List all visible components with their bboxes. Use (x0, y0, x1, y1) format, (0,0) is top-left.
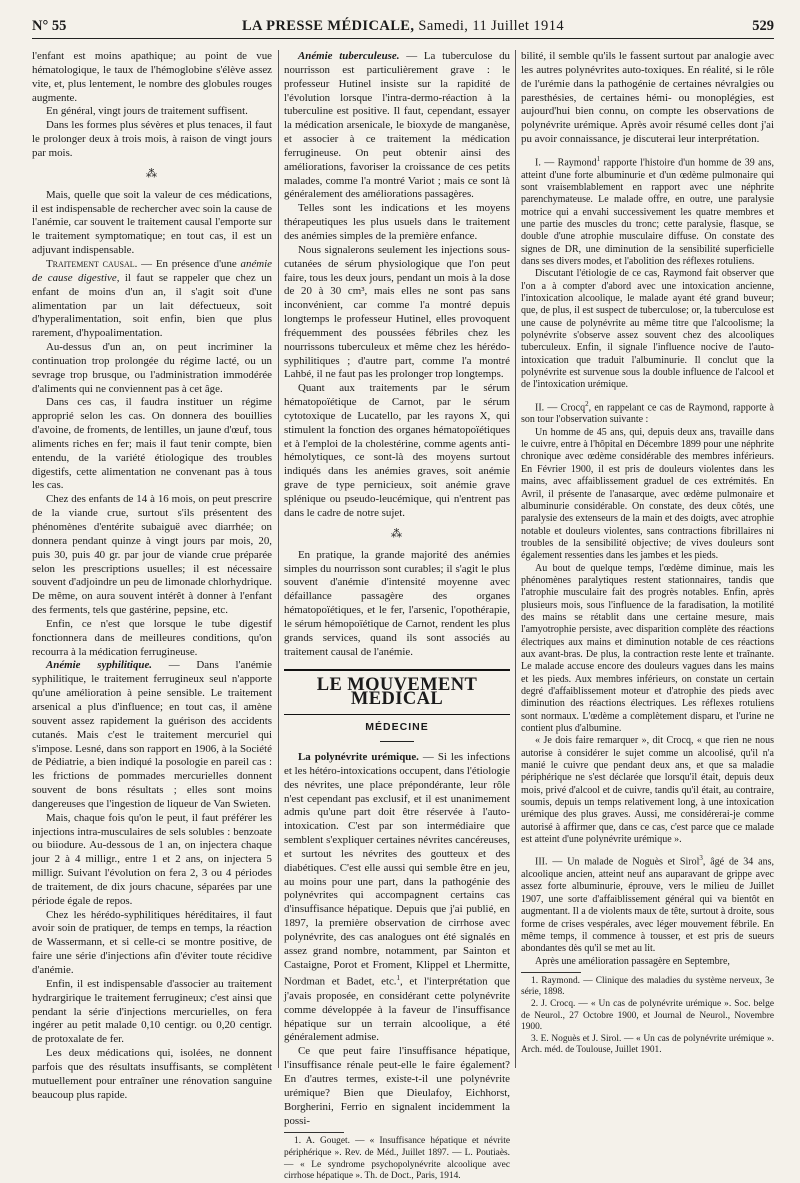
footnote-rule (284, 1132, 344, 1133)
paragraph: Au bout de quelque temps, l'œdème diminue, mais les phénomènes paralytiques restent stationnaires, tandis que l'atrophie musculaire fait des progrès notables. Enfin, après plusieurs mois, sous l'influence de la faradisation, la motilité des mains se rétablit dans une certaine mesure, mais l'amyotrophie persiste, avec disparition complète des réactions électriques aux mains et diminution notable de ces réactions aux avant-bras. De plus, la contraction reste lente et traînante. Le malade accuse encore des douleurs vagues dans les mains et les pieds. Aux membres inférieurs, on constate un certain degré d'affaiblissement moteur et d'atrophie des pieds avec diminution des réactions électriques. Les réflexes rotuliens sont normaux. L'œdème a complètement disparu, et l'urine ne contient plus d'albumine. (521, 562, 774, 735)
paragraph: Discutant l'étiologie de ce cas, Raymond fait observer que l'on a à compter d'abord avec une intoxication ancienne, l'intoxication alcoolique, le malade ayant été grand buveur; que, de plus, il est suspect de tuberculose; or, la tuberculose est une cause de polynévrite au même titre que l'alcoolisme; la polynévrite s'observe assez souvent chez des alcooliques tuberculeux. Enfin, il signale l'influence nocive de l'auto-intoxication que traduit l'albuminurie. Il conclut que la polynévrite est survenue sous la double influence de l'alcool et de l'intoxication urémique. (521, 268, 774, 391)
paragraph: Enfin, ce n'est que lorsque le tube digestif fonctionnera dans de meilleures conditions, qu'on recourra à la médication ferrugineuse. (32, 617, 272, 658)
footnote: 2. J. Crocq. — « Un cas de polynévrite urémique ». Soc. belge de Neurol., 27 Octobre 1900, et Journal de Neurol., Novembre 1900. (521, 999, 774, 1033)
footnote-rule (521, 972, 581, 973)
paragraph: En pratique, la grande majorité des anémies simples du nourrisson sont curables; il s'agit le plus souvent d'anémie d'intensité moyenne avec défaillance passagère des organes hématopoïétiques, et le fer, l'arsenic, l'opothérapie, le sérum hémopoïétique de Carnot, rendent les plus grands services, quand ils sont associés au traitement causal de l'anémie. (284, 548, 510, 658)
subsection-rule (380, 741, 414, 742)
section-separator-asterism: ⁂ (391, 527, 403, 540)
paragraph: Enfin, il est indispensable d'associer au traitement hydrargirique le traitement ferrugineux; c'est ainsi que pendant la série d'injections mercurielles, on fera ingérer au petit malade 0,10 centigr. ou 0,20 centigr. de protoxalate de fer. (32, 977, 272, 1046)
paragraph: Quant aux traitements par le sérum hématopoïétique de Carnot, par le sérum cytotoxique de Lucatello, par les rayons X, qui stimulent la fonction des organes hématopoïétiques et à l'emploi de la cholestérine, comme agents anti-hémolytiques, ce sont-là des moyens surtout indiqués dans les anémies graves, soit anémie grave de type pernicieux, soit anémie grave splénique ou pseudo-leucémique, qui n'entrent pas dans le cadre de notre sujet. (284, 382, 510, 519)
footnote-ref: 2 (585, 399, 589, 408)
paragraph: Nous signalerons seulement les injections sous-cutanées de sérum physiologique que l'on peut faire, tous les deux jours, pendant un mois à la dose de 20 à 30 cm³, mais elles ne sont pas sans inconvénient, car comme l'a montré depuis longtemps le professeur Hutinel, elles provoquent fréquemment des poussées fébriles chez les nourrissons tuberculeux et même chez les hérédo-syphilitiques ; d'autre part, comme l'a montré Lahbé, il ne faut pas les prolonger trop longtemps. (284, 243, 510, 381)
text-run: rapporte l'histoire d'un homme de 39 ans, atteint d'une forte albuminurie et d'un œdème pulmonaire qui sont vraisemblablement en rapport avec une néphrite parenchymateuse. Le malade offre, en outre, une paralysie motrice qui a envahi successivement les quatre membres et une partie des muscles du tronc; cette paralysie, flasque, se double d'une atrophie musculaire diffuse. On constate des signes de DR, une diminution de la sensibilité superficielle dans ses divers modes, et l'abolition des réflexes rotuliens. (521, 157, 774, 267)
text-run: I. — Raymond (535, 157, 597, 169)
observation-3 (521, 852, 774, 955)
paragraph: Mais, quelle que soit la valeur de ces médications, il est indispensable de rechercher avec soin la cause de l'anémie, car souvent le traitement causal l'emporte sur le traitement symptomatique; en tout cas, il est un adjuvant indispensable. (32, 188, 272, 257)
text-run: , en rappelant ce cas de Raymond, rapporte à son tour l'observation suivante : (521, 402, 774, 426)
paragraph: Telles sont les indications et les moyens thérapeutiques les plus usuels dans le traitement des anémies simples de la première enfance. (284, 202, 510, 242)
footnote-ref: 1 (596, 154, 601, 163)
italic-run: anémie de cause digestive, (32, 257, 272, 284)
text-run: — En présence d'une (137, 257, 241, 270)
paragraph: Les deux médications qui, isolées, ne donnent parfois que des résultats insuffisants, se complètent mutuellement pour entraîner une rénovation sanguine beaucoup plus rapide. (32, 1047, 272, 1101)
paragraph (284, 50, 510, 202)
paragraph: Chez les hérédo-syphilitiques héréditaires, il faut avoir soin de pratiquer, de temps en temps, la réaction de Wassermann, et si celle-ci se montre positive, de faire une série d'injections afin d'éviter toute récidive d'anémie. (32, 908, 272, 976)
paragraph (32, 659, 272, 811)
paragraph: « Je dois faire remarquer », dit Crocq, « que rien ne nous autorise à considérer le sujet comme un alcoolisé, qu'il n'a manié le cuivre que pendant deux ans, et que sa maladie périphérique ne s'est déclarée que lorsqu'il était, depuis deux mois, privé d'alcool et de cuivre, tandis qu'il était, au contraire, soumis, depuis un temps relativement long, à une intoxication urémique des plus graves. Aussi, me considérerai-je comme autorisé à affirmer que, dans ce cas, c'est parce que ce malade est atteint d'une polynévrite urémique ». (521, 735, 774, 846)
case-observations (521, 153, 774, 968)
subsection-title: MÉDECINE (365, 721, 429, 734)
section-heading: Anémie tuberculeuse. (298, 50, 400, 62)
journal-name: LA PRESSE MÉDICALE, (241, 18, 415, 34)
article-heading: La polynévrite urémique. (298, 750, 419, 763)
page-header (32, 18, 774, 39)
footnote: 1. Raymond. — Clinique des maladies du système nerveux, 3e série, 1898. (521, 975, 774, 998)
issue-number: N° 55 (32, 18, 67, 34)
page-number: 529 (752, 18, 774, 34)
paragraph: Ce que peut faire l'insuffisance hépatique, l'insuffisance rénale peut-elle le faire également? En d'autres termes, existe-t-il une polynévrite urémique? Bien que Dieulafoy, Eichhorst, Borgherini, Ferrio en signalent incidemment la possi- (284, 1045, 510, 1127)
paragraph: Dans les formes plus sévères et plus tenaces, il faut le prolonger deux à trois mois, à raison de vingt jours par mois. (32, 119, 272, 159)
run-in-heading: Traitement causal. (46, 257, 138, 270)
text-run: — Dans l'anémie syphilitique, le traitement ferrugineux seul n'apporte qu'une amélioration à peine sensible. Le traitement arsenical a plus d'influence; en tout cas, il amène souvent assez rapidement la guérison des accidents cutanés. Mais c'est le traitement mercuriel qui s'impose. Lesné, dans son rapport en 1906, à la Société de Pédiatrie, a bien indiqué la posologie en pareil cas : les frictions de pommades mercurielles donnent souvent de bons résultats ; elles sont moins dangereuses que l'ingestion de liqueur de Van Swieten. (32, 659, 272, 810)
text-run: — La tuberculose du nourrisson est particulièrement grave : le professeur Hutinel insiste sur la rapidité de l'évolution lorsque l'intra-dermo-réaction à la tuberculine est positive. Il faut, cependant, essayer la médication arsenicale, le bioxyde de manganèse, et associer à ce traitement la médication ferrugineuse. On peut obtenir ainsi des améliorations, favoriser la croissance de ces petits malades, comme l'a montré Variot ; mais ce sont là généralement des améliorations passagères. (284, 50, 511, 201)
section-heading: Anémie syphilitique. (46, 659, 153, 672)
text-run: — Si les infections et les hétéro-intoxications occupent, dans l'étiologie des névrites, une place prépondérante, leur rôle n'est cependant pas exclusif, et il est unanimement admis qu'une part doit être réservée à l'auto-intoxication. C'est par son intermédiaire que semblent s'expliquer certaines névrites cancéreuses, et surtout les névrites des goutteux et des diabétiques. C'est elle aussi qui semble être en jeu, au moins pour une part, dans la pathogénie des polynévrites qui accompagnent certains cas d'insuffisance hépatique. Depuis que j'ai publié, en 1897, la première observation de cirrhose avec polynévrite, des cas analogues ont été signalés en assez grand nombre, notamment, par Sainton et Castaigne, Porot et Froment, Klippel et Lhermitte, Nordman et Badet, etc. (284, 750, 510, 989)
journal-title (32, 18, 774, 35)
text-run: , et l'interprétation que j'avais proposée, en considérant cette polynévrite comme développée à la faveur de l'insuffisance hépatique sur un terrain alcoolique, a été généralement admise. (284, 976, 510, 1044)
paragraph (32, 258, 272, 341)
column-3 (521, 50, 774, 1068)
text-run: III. — Un malade de Noguès et Sirol (535, 856, 700, 868)
paragraph: Au-dessus d'un an, on peut incriminer la continuation trop prolongée du régime lacté, ou un sevrage trop brusque, ou l'administration immodérée d'aliments qui ne conviennent pas à cet âge. (32, 341, 272, 395)
column-divider-1 (278, 50, 279, 1068)
observation-2 (521, 398, 774, 427)
paragraph: l'enfant est moins apathique; au point de vue hématologique, le taux de l'hémoglobine s'élève assez vite, et, plus lentement, le nombre des globules rouges augmente. (32, 50, 272, 104)
section-separator-asterism: ⁂ (146, 167, 158, 180)
text-run: II. — Crocq (535, 402, 586, 414)
column-divider-2 (515, 50, 516, 1068)
column-2 (284, 50, 511, 1182)
column-1 (32, 50, 272, 1101)
issue-date: Samedi, 11 Juillet 1914 (418, 18, 564, 34)
footnote-ref: 3 (699, 854, 703, 863)
footnote: 1. A. Gouget. — « Insuffisance hépatique et névrite périphérique ». Rev. de Méd., Juillet 1897. — L. Poutiaès. — « Le syndrome psychopolynévrite alcoolique avec cirrhose hépatique ». Th. de Doct., Paris, 1914. (284, 1136, 510, 1182)
footnote-ref: 1 (396, 974, 401, 983)
paragraph: Après une amélioration passagère en Septembre, (535, 955, 730, 967)
paragraph: Mais, chaque fois qu'on le peut, il faut préférer les injections intra-musculaires de sels solubles : benzoate ou biiodure. Au-dessous de 1 an, on injectera chaque jour 2 à 4 milligr., entre 1 et 2 ans, on injectera 5 milligr. Suivant l'évolution on fera 2, 3 ou 4 périodes de traitement, de dix jours chacune, séparées par une période égale de repos. (32, 811, 272, 907)
paragraph: En général, vingt jours de traitement suffisent. (46, 105, 248, 118)
text-run: , âgé de 34 ans, alcoolique ancien, atteint neuf ans auparavant de grippe avec assez forte albuminurie, éprouve, vers le milieu de Juillet 1907, une sorte d'affaiblissement général qui va bientôt en augmentant. Il a de violents maux de tête, surtout à droite, sous forme de crises vespérales, avec léger mouvement fébrile. En même temps, il commence à tousser, et est pris de sueurs abondantes dès qu'il se met au lit. (521, 856, 774, 955)
section-banner: LE MOUVEMENT MÉDICAL (284, 669, 510, 715)
paragraph (284, 751, 510, 1045)
observation-1 (521, 153, 774, 268)
footnote: 3. E. Noguès et J. Sirol. — « Un cas de polynévrite urémique ». Arch. méd. de Toulouse, Juillet 1901. (521, 1033, 774, 1056)
paragraph: Chez des enfants de 14 à 16 mois, on peut prescrire de la viande crue, surtout s'ils présentent des phénomènes d'entérite subaiguë avec diarrhée; on donnera pendant quinze à vingt jours par mois, 20, puis 30, puis 40 gr. par jour de viande crue préparée selon les prescriptions usuelles; il est nécessaire souvent d'adjoindre un peu de limonade chlorhydrique. De même, on aura souvent intérêt à donner à l'enfant des ferments, tels que gastérine, pepsine, etc. (32, 493, 272, 617)
paragraph: Dans ces cas, il faudra instituer un régime approprié selon les cas. On donnera des bouillies d'avoine, de froments, de lentilles, un jaune d'œuf, tous aliments riches en fer; mais il faut tenir compte, bien entendu, de la variété étiologique des troubles digestifs, cette alimentation ne convenant pas à tous les cas. (32, 396, 272, 492)
paragraph: Un homme de 45 ans, qui, depuis deux ans, travaille dans le cuivre, entre à l'hôpital en Décembre 1899 pour une néphrite chronique avec œdème considérable des membres inférieurs. En Février 1900, il est pris de douleurs violentes dans les mains, avec affaiblissement graduel de ces extrémités. En Avril, il présente de l'anasarque, avec œdème pulmonaire et albuminurie considérable. On constate, des deux côtés, une paralysie des extenseurs de la main et des doigts, avec atrophie notable et douleurs violentes, sans contractions fibrillaires ni troubles de la sensibilité objective; de vives douleurs sont également ressenties dans les jambes et les pieds. (521, 426, 774, 562)
paragraph: bilité, il semble qu'ils le fassent surtout par analogie avec les autres polynévrites auto-toxiques. En réalité, si le rôle de l'urémie dans la pathogénie de certaines névralgies ou paresthésies, de certaines hémi- ou monoplégies, est aujourd'hui bien connu, on compte les observations de polynévrite urémique. Après avoir résumé celles dont j'ai pu avoir connaissance, je discuterai leur interprétation. (521, 50, 774, 146)
text-run: il faut se rappeler que chez un enfant de moins d'un an, il s'agit soit d'une alimentation par un lait défectueux, soit d'hyperalimentation, soit enfin, bien que plus rarement, d'hypoalimentation. (32, 271, 272, 340)
